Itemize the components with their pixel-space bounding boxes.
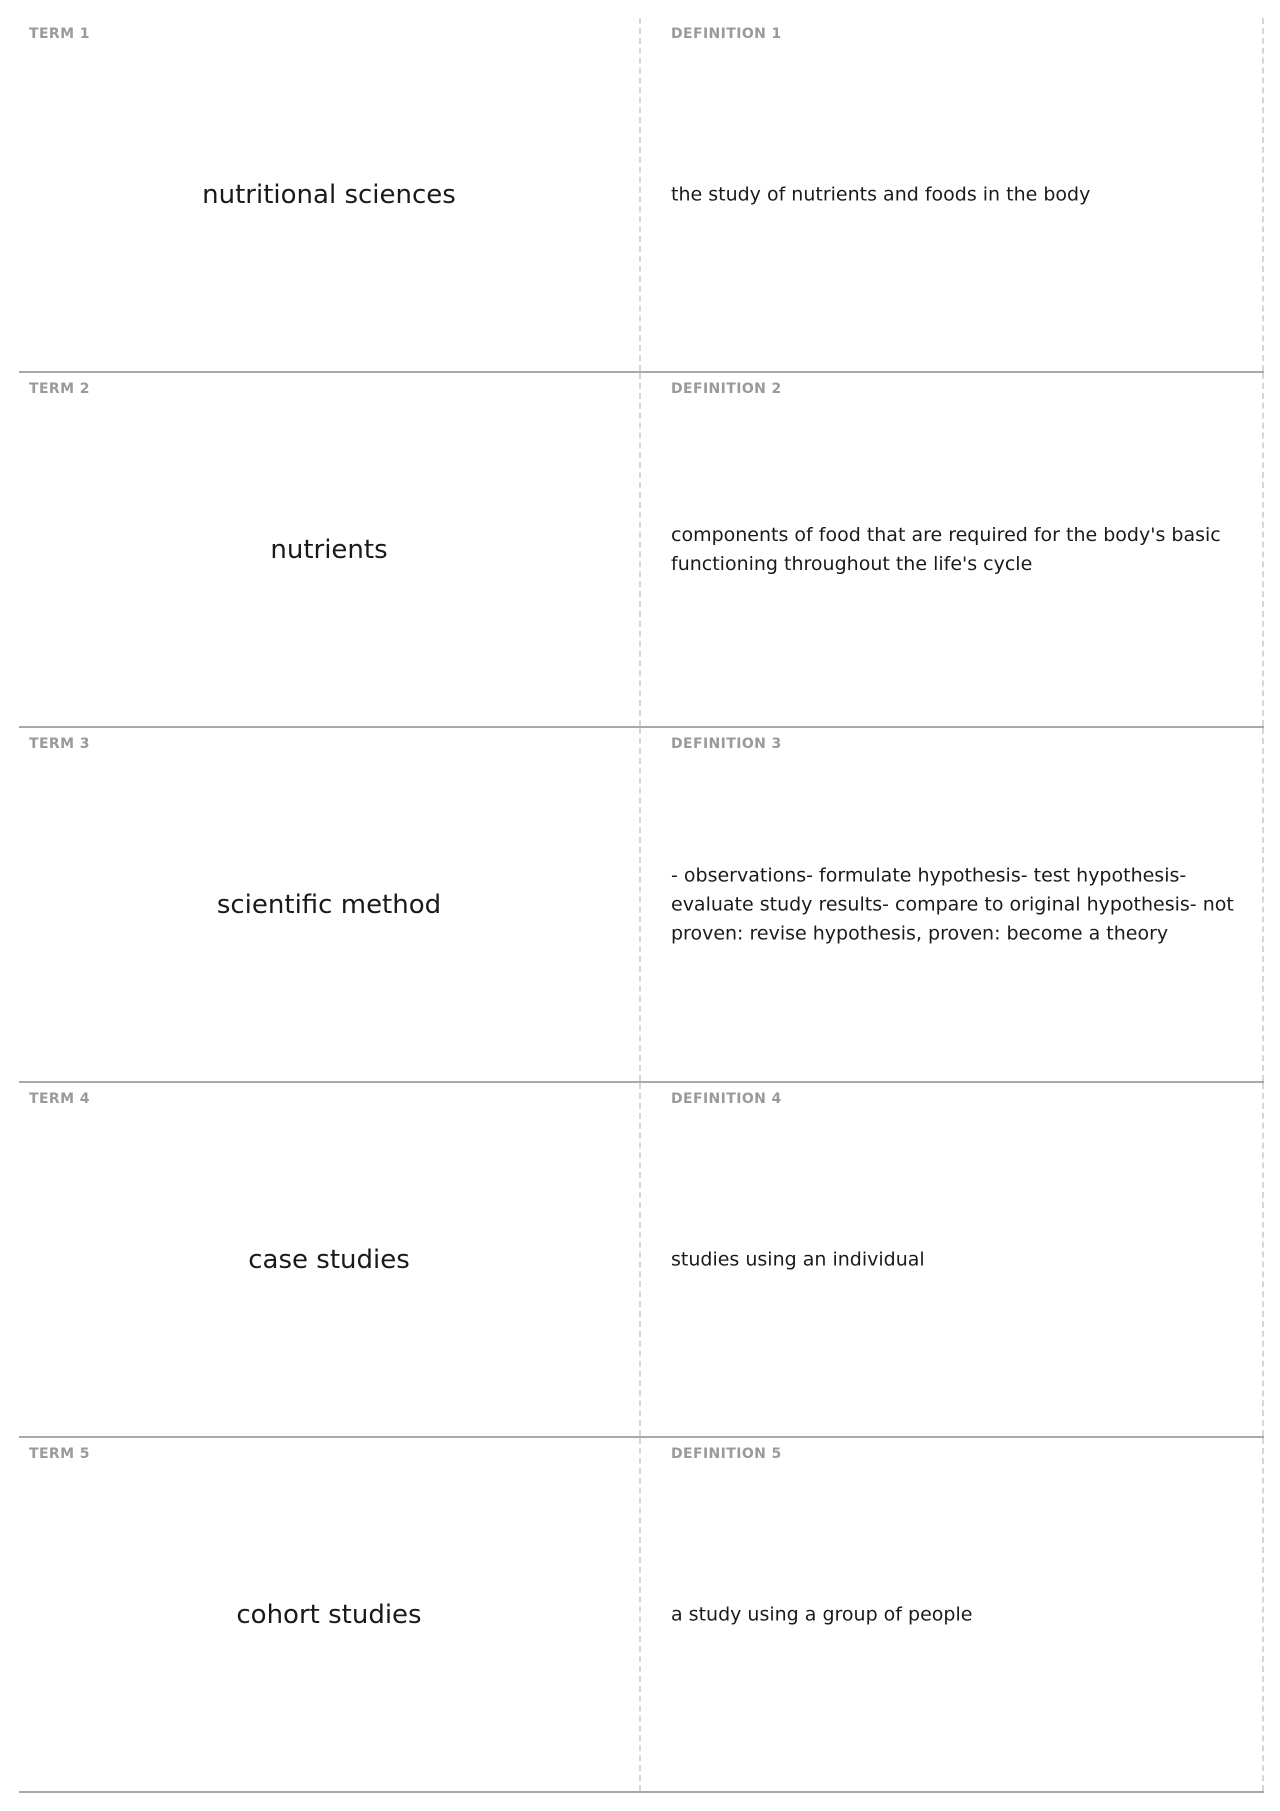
flashcard-sheet	[19, 18, 1264, 1793]
definition-label: DEFINITION 1	[671, 26, 782, 42]
term-label: TERM 2	[29, 381, 90, 397]
definition-label: DEFINITION 4	[671, 1091, 782, 1107]
flashcard-row	[19, 373, 1264, 728]
definition-label: DEFINITION 3	[671, 736, 782, 752]
term-cell	[19, 18, 641, 371]
definition-text: studies using an individual	[671, 1248, 925, 1270]
definition-text: the study of nutrients and foods in the body	[671, 183, 1091, 205]
term-cell	[19, 1438, 641, 1791]
definition-cell	[641, 1083, 1264, 1436]
definition-cell	[641, 373, 1264, 726]
definition-cell	[641, 18, 1264, 371]
definition-text: - observations- formulate hypothesis- test hypothesis- evaluate study results- compare to original hypothesis- not proven: revise hypothesis, proven: become a theory	[671, 864, 1234, 944]
definition-text: components of food that are required for the body's basic functioning throughout the life's cycle	[671, 523, 1221, 575]
flashcard-row	[19, 18, 1264, 373]
term-text: scientific method	[216, 889, 442, 920]
definition-label: DEFINITION 5	[671, 1446, 782, 1462]
term-text: nutritional sciences	[202, 179, 456, 210]
term-cell	[19, 1083, 641, 1436]
flashcard-row	[19, 1438, 1264, 1793]
flashcard-row	[19, 1083, 1264, 1438]
term-cell	[19, 373, 641, 726]
term-text: nutrients	[270, 534, 388, 565]
term-label: TERM 1	[29, 26, 90, 42]
term-text: case studies	[248, 1244, 410, 1275]
flashcard-row	[19, 728, 1264, 1083]
term-label: TERM 4	[29, 1091, 90, 1107]
term-label: TERM 5	[29, 1446, 90, 1462]
term-label: TERM 3	[29, 736, 90, 752]
definition-cell	[641, 728, 1264, 1081]
definition-text: a study using a group of people	[671, 1603, 973, 1625]
definition-label: DEFINITION 2	[671, 381, 782, 397]
term-cell	[19, 728, 641, 1081]
term-text: cohort studies	[236, 1599, 422, 1630]
definition-cell	[641, 1438, 1264, 1791]
